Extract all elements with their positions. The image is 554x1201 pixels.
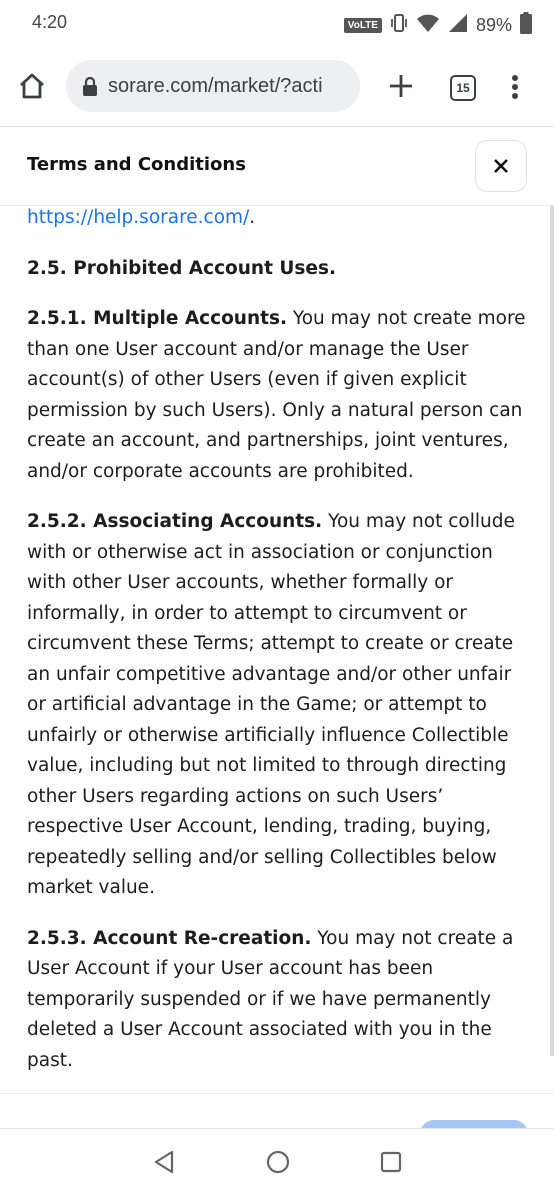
section-heading-2-5-3: 2.5.3. Account Re-creation. (27, 927, 312, 949)
status-bar (0, 0, 554, 46)
help-link[interactable]: https://help.sorare.com/ (27, 207, 250, 228)
address-bar[interactable] (66, 60, 360, 112)
modal-header (0, 127, 554, 206)
section-text-2-5-3: You may not create a User Account if your User account has been temporarily suspended or if we have permanently deleted a User Account associated with you in the past. (27, 927, 514, 1071)
battery-percent: 89% (475, 14, 512, 35)
close-icon (493, 158, 509, 174)
signal-icon (448, 13, 468, 37)
home-circle-icon[interactable] (265, 1149, 291, 1179)
home-icon (17, 71, 47, 101)
scrollbar[interactable] (550, 206, 554, 1056)
recents-icon[interactable] (380, 1151, 402, 1177)
plus-icon (388, 73, 414, 99)
status-time: 4:20 (32, 12, 68, 32)
modal-footer (0, 1093, 554, 1128)
navigation-bar (0, 1128, 554, 1201)
modal-title: Terms and Conditions (27, 154, 246, 175)
terms-text (27, 206, 527, 1093)
battery-icon (520, 12, 532, 38)
lock-icon (82, 75, 98, 97)
home-button[interactable] (14, 68, 50, 104)
section-text-2-5-2: You may not collude with or otherwise act in association or conjunction with other User accounts, whether formally or informally, in order to attempt to circumvent or circumvent these Terms; attempt to create or create an unfair competitive advantage and/or other unfair or artificial advantage in the Game; or attempt to unfairly or otherwise artificially influence Collectible value, including but not limited to through directing other Users regarding actions on such Users’ respective User Account, lending, trading, buying, repeatedly selling and/or selling Collectibles below market value. (27, 511, 515, 898)
wifi-icon (416, 13, 440, 37)
section-2-5-3 (27, 924, 527, 1077)
menu-button[interactable] (503, 70, 527, 104)
link-suffix: . (249, 207, 256, 228)
section-heading-2-5-1: 2.5.1. Multiple Accounts. (27, 308, 288, 329)
close-button[interactable] (475, 140, 527, 192)
link-paragraph (27, 206, 527, 234)
section-2-5-1 (27, 304, 527, 487)
terms-content[interactable] (0, 206, 554, 1093)
section-2-5-2 (27, 507, 527, 904)
url-text: sorare.com/market/?acti (108, 74, 323, 97)
tab-switcher-button[interactable]: 15 (450, 75, 476, 101)
back-icon[interactable] (151, 1149, 177, 1179)
section-text-2-5-1: You may not create more than one User account and/or manage the User account(s) of other Users (even if given explicit permission by such Users). Only a natural person can create an account, and partnerships, joint ventures, and/or corporate accounts are prohibited. (27, 308, 526, 482)
status-icons (344, 12, 532, 38)
browser-toolbar (0, 46, 554, 127)
section-heading: 2.5. Prohibited Account Uses. (27, 257, 337, 279)
new-tab-button[interactable] (386, 68, 416, 104)
volte-badge: VoLTE (344, 18, 382, 33)
section-heading-2-5-2: 2.5.2. Associating Accounts. (27, 511, 323, 532)
menu-dots-icon (511, 74, 519, 100)
vibrate-icon (390, 13, 408, 37)
